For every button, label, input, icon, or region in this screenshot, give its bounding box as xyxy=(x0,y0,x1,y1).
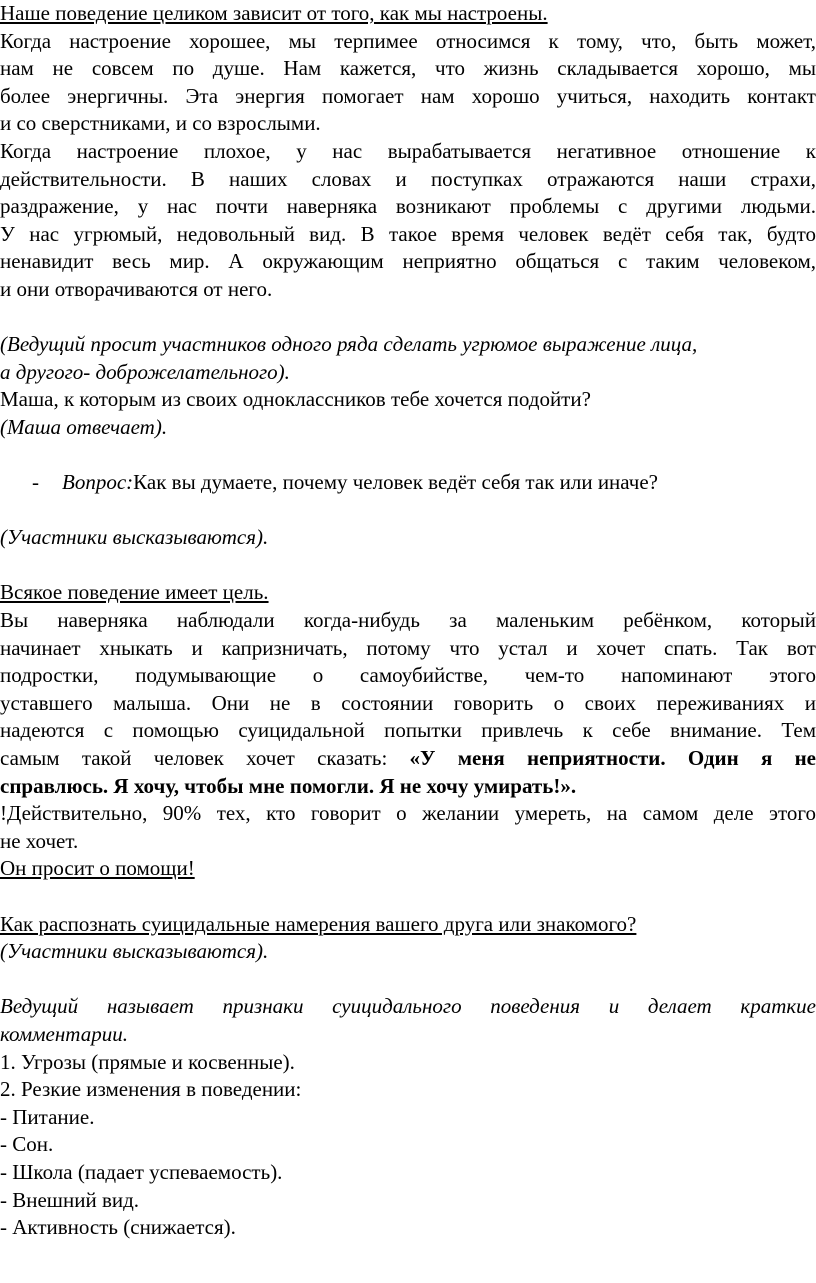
text-line: Вы наверняка наблюдали когда-нибудь за маленьким ребёнком, который xyxy=(0,608,816,633)
heading-recognize-intentions: Как распознать суицидальные намерения вашего друга или знакомого? xyxy=(0,911,637,936)
paragraph-statistics xyxy=(0,800,816,855)
question-text: Как вы думаете, почему человек ведёт себя так или иначе? xyxy=(133,470,658,495)
blank-line xyxy=(0,552,816,580)
help-request-line: Он просит о помощи! xyxy=(0,856,195,881)
text-line: раздражение, у нас почти наверняка возникают проблемы с другими людьми. xyxy=(0,194,816,219)
text-line: начинает хныкать и капризничать, потому что устал и хочет спать. Так вот xyxy=(0,635,816,660)
question-label: Вопрос: xyxy=(62,470,134,495)
text-bold-quote-end: справлюсь. Я хочу, чтобы мне помогли. Я не хочу умирать!». xyxy=(0,773,577,798)
text-line: ненавидит весь мир. А окружающим неприятно общаться с таким человеком, xyxy=(0,249,816,274)
text-line: подростки, подумывающие о самоубийстве, чем-то напоминают этого xyxy=(0,663,816,688)
paragraph-good-mood xyxy=(0,28,816,138)
list-item: 1. Угрозы (прямые и косвенные). xyxy=(0,1049,295,1074)
masha-answers-note: (Маша отвечает). xyxy=(0,414,168,439)
instruction-signs xyxy=(0,993,816,1048)
text-line: Когда настроение плохое, у нас вырабатывается негативное отношение к xyxy=(0,138,816,163)
text-line: Когда настроение хорошее, мы терпимее относимся к тому, что, быть может, xyxy=(0,28,816,53)
participants-note: (Участники высказываются). xyxy=(0,525,269,550)
text-line: комментарии. xyxy=(0,1021,128,1046)
text-line: (Ведущий просит участников одного ряда сделать угрюмое выражение лица, xyxy=(0,332,698,357)
text-line: и они отворачиваются от него. xyxy=(0,276,273,301)
text-line: не хочет. xyxy=(0,828,79,853)
list-item: 2. Резкие изменения в поведении: xyxy=(0,1077,302,1102)
list-dash: - xyxy=(32,470,39,495)
signs-list xyxy=(0,1049,816,1242)
text-line: и со сверстниками, и со взрослыми. xyxy=(0,111,321,136)
list-item: - Сон. xyxy=(0,1132,54,1157)
blank-line xyxy=(0,442,816,470)
blank-line xyxy=(0,883,816,911)
heading-behavior-mood: Наше поведение целиком зависит от того, как мы настроены. xyxy=(0,1,548,25)
text-line: нам не совсем по душе. Нам кажется, что жизнь складывается хорошо, мы xyxy=(0,56,816,81)
heading-behavior-goal: Всякое поведение имеет цель. xyxy=(0,580,269,605)
instruction-facial-expression xyxy=(0,331,816,386)
text-line: Ведущий называет признаки суицидального поведения и делает краткие xyxy=(0,994,816,1019)
text-plain: самым такой человек хочет сказать: xyxy=(0,746,410,771)
blank-line xyxy=(0,304,816,332)
participants-note: (Участники высказываются). xyxy=(0,939,269,964)
text-line: !Действительно, 90% тех, кто говорит о желании умереть, на самом деле этого xyxy=(0,801,816,826)
text-line: У нас угрюмый, недовольный вид. В такое время человек ведёт себя так, будто xyxy=(0,221,816,246)
question-list-item xyxy=(0,469,816,497)
list-item: - Питание. xyxy=(0,1104,95,1129)
paragraph-tired-child xyxy=(0,607,816,800)
blank-line xyxy=(0,966,816,994)
text-line: уставшего малыша. Они не в состоянии говорить о своих переживаниях и xyxy=(0,690,816,715)
text-line: более энергичны. Эта энергия помогает нам хорошо учиться, находить контакт xyxy=(0,83,816,108)
list-item: - Внешний вид. xyxy=(0,1187,140,1212)
text-line: действительности. В наших словах и поступках отражаются наши страхи, xyxy=(0,166,816,191)
text-bold-quote: «У меня неприятности. Один я не xyxy=(409,746,816,771)
list-item: - Активность (снижается). xyxy=(0,1215,236,1240)
list-item: - Школа (падает успеваемость). xyxy=(0,1159,283,1184)
paragraph-bad-mood xyxy=(0,138,816,304)
text-line: надеются с помощью суицидальной попытки привлечь к себе внимание. Тем xyxy=(0,718,816,743)
text-line: а другого- доброжелательного). xyxy=(0,359,290,384)
question-masha: Маша, к которым из своих одноклассников тебе хочется подойти? xyxy=(0,387,591,412)
blank-line xyxy=(0,497,816,525)
text-line-mixed xyxy=(0,745,816,773)
